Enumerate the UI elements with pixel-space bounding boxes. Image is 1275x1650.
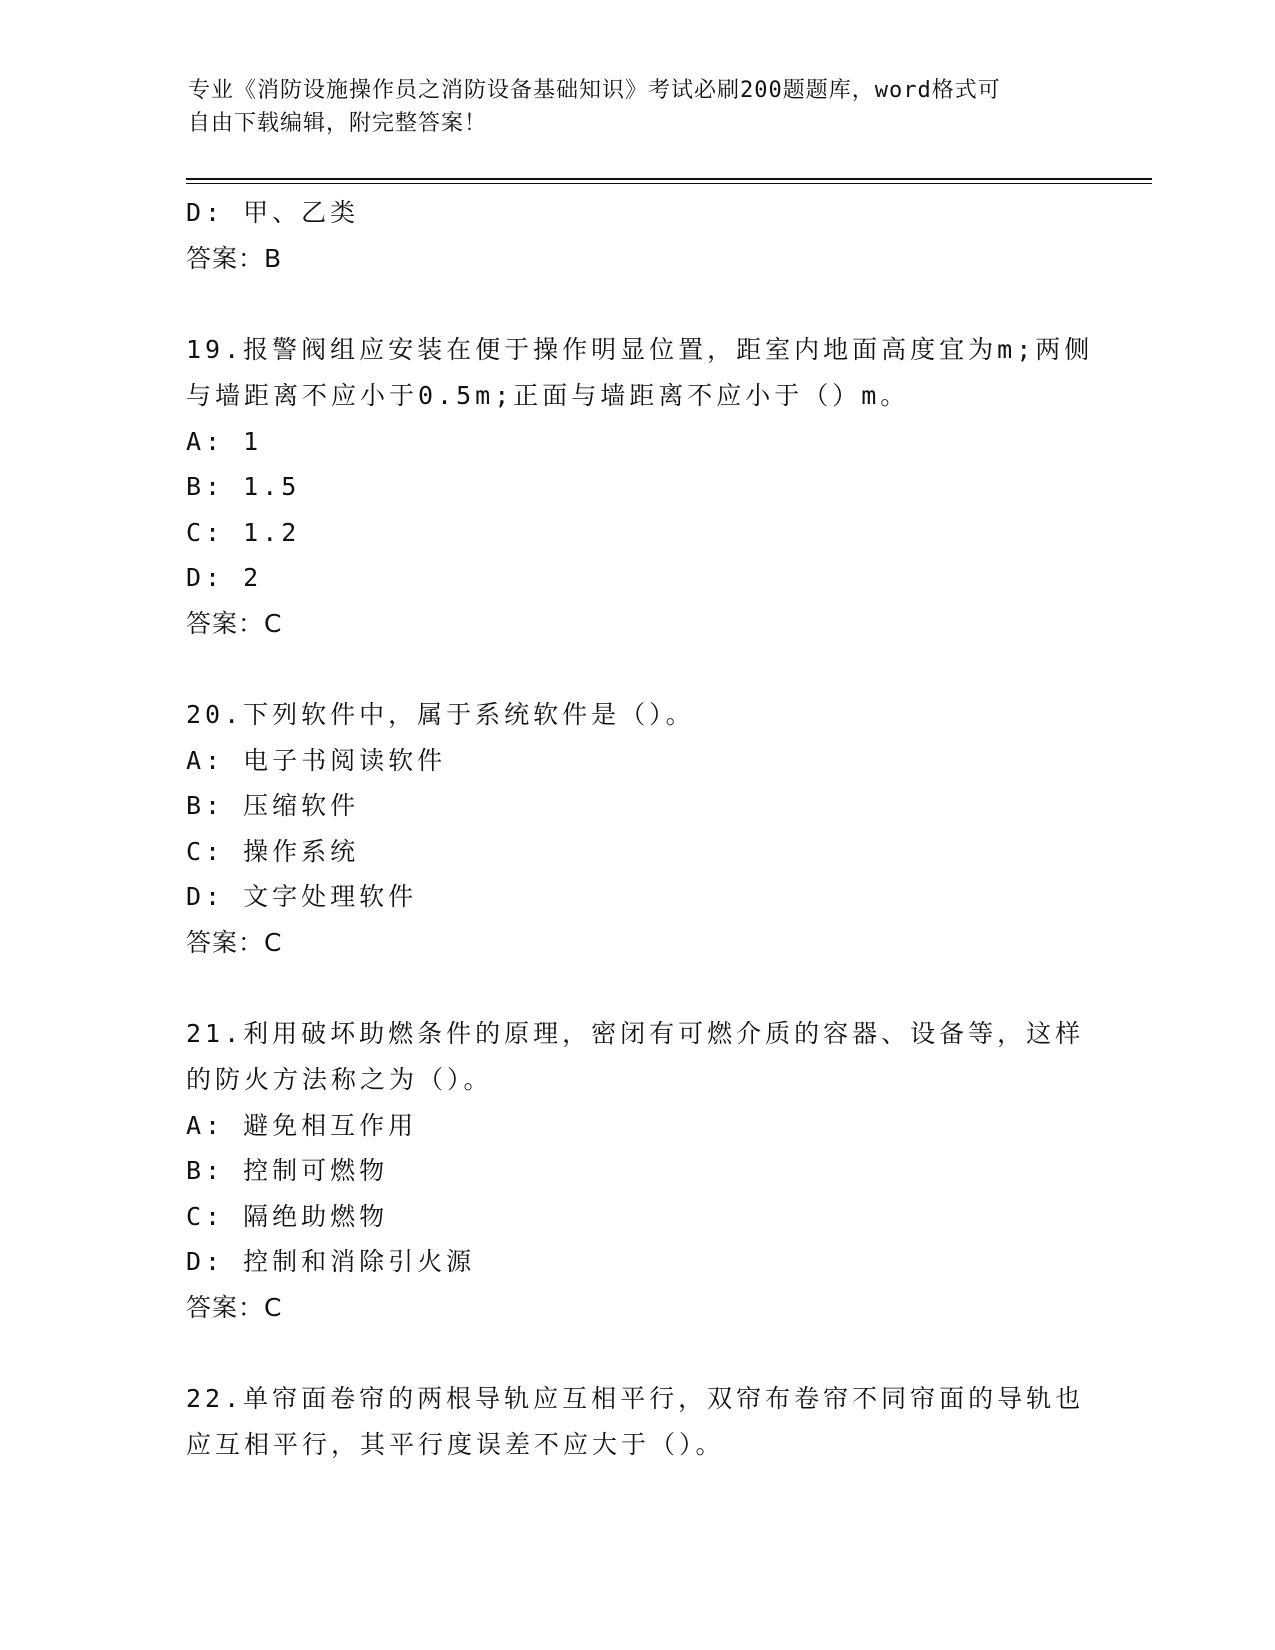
answer-line: 答案：C — [186, 608, 283, 638]
document-header — [188, 74, 1068, 140]
option-a: A: 电子书阅读软件 — [186, 745, 447, 775]
question-text-line-1: 19.报警阀组应安装在便于操作明显位置，距室内地面高度宜为m;两侧 — [186, 334, 1094, 364]
option-d: D: 2 — [186, 563, 263, 592]
answer-line: 答案：B — [186, 243, 283, 273]
option-b: B: 1.5 — [186, 472, 301, 501]
header-rule-thin — [186, 183, 1152, 184]
question-text-line-1: 21.利用破坏助燃条件的原理，密闭有可燃介质的容器、设备等，这样 — [186, 1018, 1085, 1048]
option-a: A: 1 — [186, 426, 263, 456]
answer-line: 答案：C — [186, 927, 283, 957]
question-text-line-2: 与墙距离不应小于0.5m;正面与墙距离不应小于（）m。 — [186, 380, 910, 410]
option-d: D: 甲、乙类 — [186, 198, 360, 227]
option-c: C: 操作系统 — [186, 836, 360, 866]
document-body — [186, 190, 1106, 1468]
question-text-line-1: 20.下列软件中，属于系统软件是（）。 — [186, 699, 695, 729]
header-rule-thick — [186, 178, 1152, 180]
question-text-line-1: 22.单帘面卷帘的两根导轨应互相平行，双帘布卷帘不同帘面的导轨也 — [186, 1383, 1085, 1413]
answer-line: 答案：C — [186, 1292, 283, 1322]
option-b: B: 压缩软件 — [186, 791, 360, 820]
option-a: A: 避免相互作用 — [186, 1110, 418, 1140]
question-text-line-2: 的防火方法称之为（）。 — [186, 1064, 493, 1094]
spacer — [186, 646, 1106, 692]
option-d: D: 控制和消除引火源 — [186, 1247, 476, 1276]
option-d: D: 文字处理软件 — [186, 882, 418, 911]
option-b: B: 控制可燃物 — [186, 1156, 389, 1185]
header-line-2: 自由下载编辑，附完整答案！ — [188, 111, 488, 136]
option-c: C: 1.2 — [186, 517, 301, 547]
option-c: C: 隔绝助燃物 — [186, 1201, 389, 1231]
spacer — [186, 965, 1106, 1011]
spacer — [186, 281, 1106, 327]
question-22 — [186, 1376, 1106, 1468]
question-21 — [186, 1011, 1106, 1331]
question-text-line-2: 应互相平行，其平行度误差不应大于（）。 — [186, 1429, 725, 1459]
header-line-1: 专业《消防设施操作员之消防设备基础知识》考试必刷200题题库，word格式可 — [188, 78, 1001, 103]
question-20 — [186, 692, 1106, 966]
question-19 — [186, 327, 1106, 647]
spacer — [186, 1330, 1106, 1376]
